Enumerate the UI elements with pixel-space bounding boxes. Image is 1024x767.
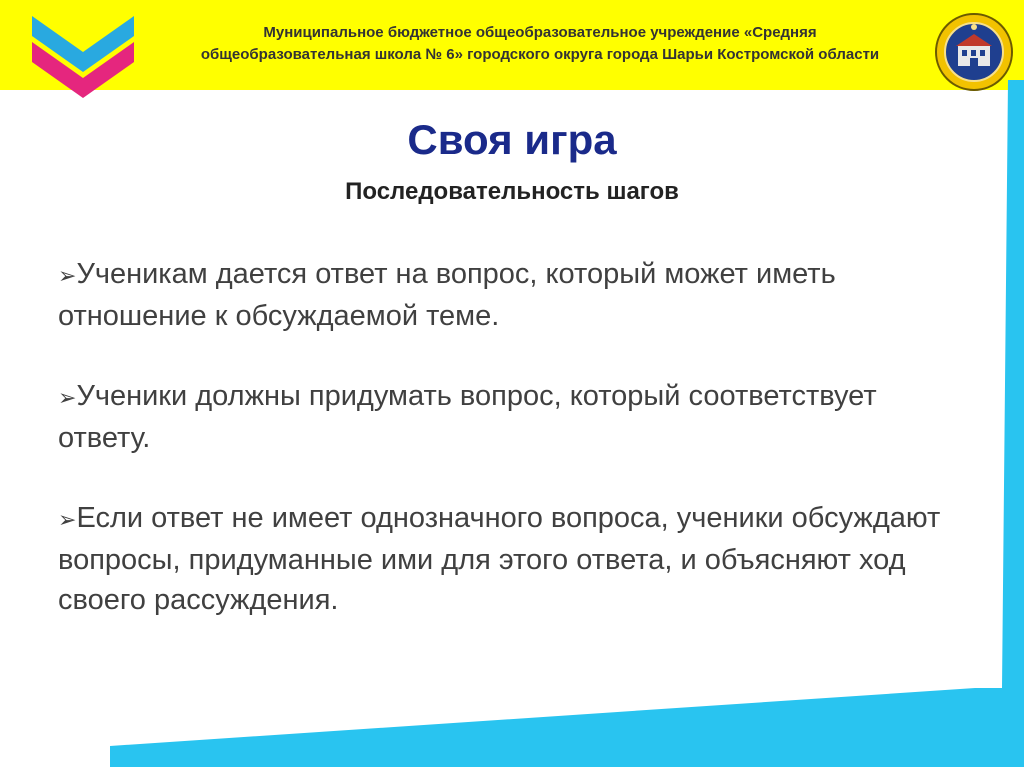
bullet-arrow-icon: ➢ [58,263,77,288]
bullet-arrow-icon: ➢ [58,507,77,532]
school-name [150,22,930,66]
bullet-item [58,376,958,458]
chevron-logo-icon [28,6,138,106]
school-name-line-1: Муниципальное бюджетное общеобразовательное учреждение «Средняя [263,24,817,41]
school-emblem-icon [934,12,1014,92]
bullet-list [58,254,958,660]
school-name-line-2: общеобразовательная школа № 6» городского округа города Шарьи Костромской области [200,46,880,63]
slide-title: Своя игра [407,116,617,163]
bullet-text: Ученики должны придумать вопрос, который соответствует ответу. [58,380,877,454]
bullet-item [58,498,958,620]
bullet-text: Если ответ не имеет однозначного вопроса, ученики обсуждают вопросы, придуманные ими для этого ответа, и объясняют ход своего рассуждения. [58,502,941,616]
bullet-item [58,254,958,336]
bullet-text: Ученикам дается ответ на вопрос, который может иметь отношение к обсуждаемой теме. [58,258,836,332]
bullet-arrow-icon: ➢ [58,385,77,410]
slide-subtitle: Последовательность шагов [345,178,679,205]
